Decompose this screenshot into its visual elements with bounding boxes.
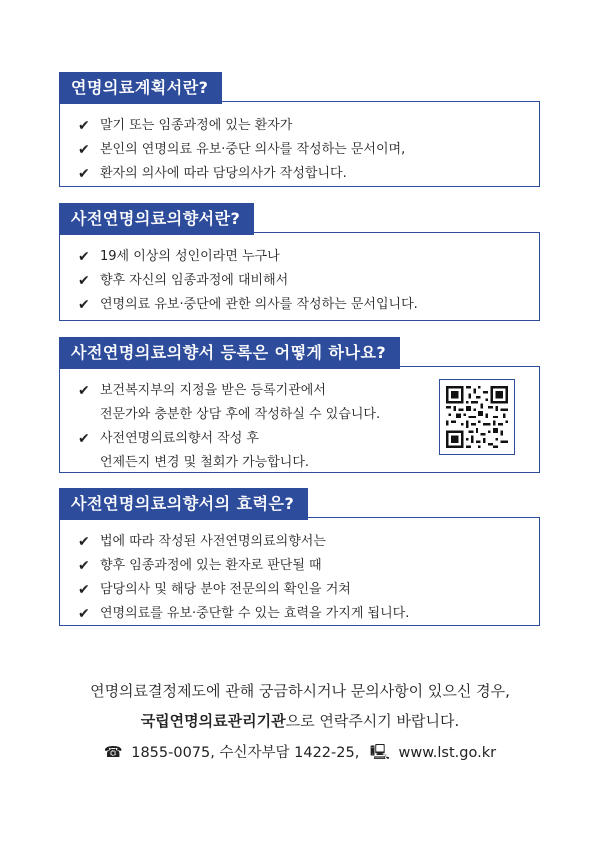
check-icon: ✔ [78, 582, 90, 598]
list-item: ✔ 본인의 연명의료 유보·중단 의사를 작성하는 문서이며, [78, 138, 525, 162]
check-icon: ✔ [78, 606, 90, 622]
qr-code-icon[interactable] [439, 379, 515, 455]
check-icon: ✔ [78, 273, 90, 289]
contact-org-line [0, 710, 600, 731]
contact-intro: 연명의료결정제도에 관해 궁금하시거나 문의사항이 있으신 경우, [90, 682, 510, 700]
check-icon: ✔ [78, 431, 90, 447]
website-link[interactable]: www.lst.go.kr [398, 745, 497, 761]
list-item: ✔ 사전연명의료의향서 작성 후 [78, 427, 525, 451]
list-item: ✔ 법에 따라 작성된 사전연명의료의향서는 [78, 530, 525, 554]
check-icon: ✔ [78, 249, 90, 265]
list-item-continuation: 언제든지 변경 및 철회가 가능합니다. [100, 455, 310, 470]
list-item: ✔ 연명의료 유보·중단에 관한 의사를 작성하는 문서입니다. [78, 293, 525, 317]
list-item: ✔ 향후 임종과정에 있는 환자로 판단될 때 [78, 554, 525, 578]
section-box [59, 101, 540, 187]
phone-icon: ☎ [103, 743, 123, 761]
check-icon: ✔ [78, 534, 90, 550]
check-icon: ✔ [78, 118, 90, 134]
list-item: ✔ 연명의료를 유보·중단할 수 있는 효력을 가지게 됩니다. [78, 602, 525, 626]
section-title: 사전연명의료의향서란? [59, 203, 254, 235]
list-item: ✔ 담당의사 및 해당 분야 전문의의 확인을 거쳐 [78, 578, 525, 602]
computer-icon: 🖳 [369, 743, 390, 761]
list-item: ✔ 환자의 의사에 따라 담당의사가 작성합니다. [78, 162, 525, 186]
section-title: 사전연명의료의향서의 효력은? [59, 488, 308, 520]
section-title: 연명의료계획서란? [59, 72, 222, 104]
org-name: 국립연명의료관리기관 [140, 712, 286, 730]
section-box [59, 232, 540, 321]
phone-number[interactable]: 1855-0075, 수신자부담 1422-25, [131, 745, 360, 761]
check-icon: ✔ [78, 297, 90, 313]
section-box [59, 517, 540, 626]
list-item: ✔ 말기 또는 임종과정에 있는 환자가 [78, 114, 525, 138]
list-item: ✔ 보건복지부의 지정을 받은 등록기관에서 [78, 379, 525, 403]
contact-info [0, 741, 600, 767]
section-box [59, 366, 540, 473]
check-icon: ✔ [78, 142, 90, 158]
list-item: ✔ 19세 이상의 성인이라면 누구나 [78, 245, 525, 269]
list-item-continuation: 전문가와 충분한 상담 후에 작성하실 수 있습니다. [100, 407, 381, 422]
check-icon: ✔ [78, 166, 90, 182]
contact-request: 으로 연락주시기 바랍니다. [285, 712, 460, 730]
list-item: ✔ 향후 자신의 임종과정에 대비해서 [78, 269, 525, 293]
check-icon: ✔ [78, 383, 90, 399]
check-icon: ✔ [78, 558, 90, 574]
section-title: 사전연명의료의향서 등록은 어떻게 하나요? [59, 337, 400, 369]
